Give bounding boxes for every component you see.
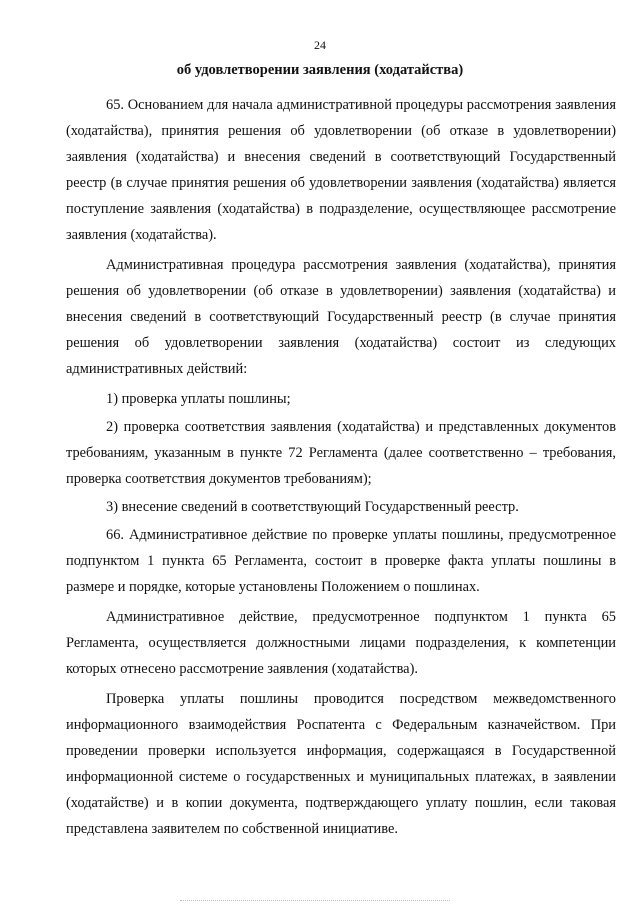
list-item-2: 2) проверка соответствия заявления (ходатайства) и представленных документов требованиям, указанным в пункте 72 Регламента (далее соответственно – требования, проверка соответствия документов требованиям); (66, 419, 616, 487)
document-body (66, 92, 616, 846)
paragraph-65: 65. Основанием для начала административной процедуры рассмотрения заявления (ходатайства), принятия решения об удовлетворении (об отказе в удовлетворении) заявления (ходатайства) и внесения сведений в соответствующий Государственный реестр (в случае принятия решения об удовлетворении заявления (ходатайства) является поступление заявления (ходатайства) в подразделение, осуществляющее рассмотрение заявления (ходатайства). (66, 97, 616, 243)
list-item-3: 3) внесение сведений в соответствующий Государственный реестр. (106, 499, 519, 515)
paragraph-payment-verification: Проверка уплаты пошлины проводится посредством межведомственного информационного взаимодействия Роспатента с Федеральным казначейством. При проведении проверки используется информация, содержащаяся в Государственной информационной системе о государственных и муниципальных платежах, в заявлении (ходатайстве) и в копии документа, подтверждающего уплату пошлин, если таковая представлена заявителем по собственной инициативе. (66, 691, 616, 837)
list-item-1: 1) проверка уплаты пошлины; (106, 391, 291, 407)
section-heading: об удовлетворении заявления (ходатайства) (176, 62, 464, 78)
paragraph-procedure-composition: Административная процедура рассмотрения заявления (ходатайства), принятия решения об удовлетворении (об отказе в удовлетворении) заявления (ходатайства) и внесения сведений в соответствующий Государственный реестр (в случае принятия решения об удовлетворении заявления (ходатайства) состоит из следующих административных действий: (66, 257, 616, 377)
paragraph-66: 66. Административное действие по проверке уплаты пошлины, предусмотренное подпунктом 1 пункта 65 Регламента, состоит в проверке факта уплаты пошлины в размере и порядке, которые установлены Положением о пошлинах. (66, 527, 616, 595)
page-number: 24 (314, 38, 326, 52)
bottom-edge-mark (180, 900, 450, 902)
paragraph-responsible-officials: Административное действие, предусмотренное подпунктом 1 пункта 65 Регламента, осуществляется должностными лицами подразделения, к компетенции которых отнесено рассмотрение заявления (ходатайства). (66, 609, 616, 677)
